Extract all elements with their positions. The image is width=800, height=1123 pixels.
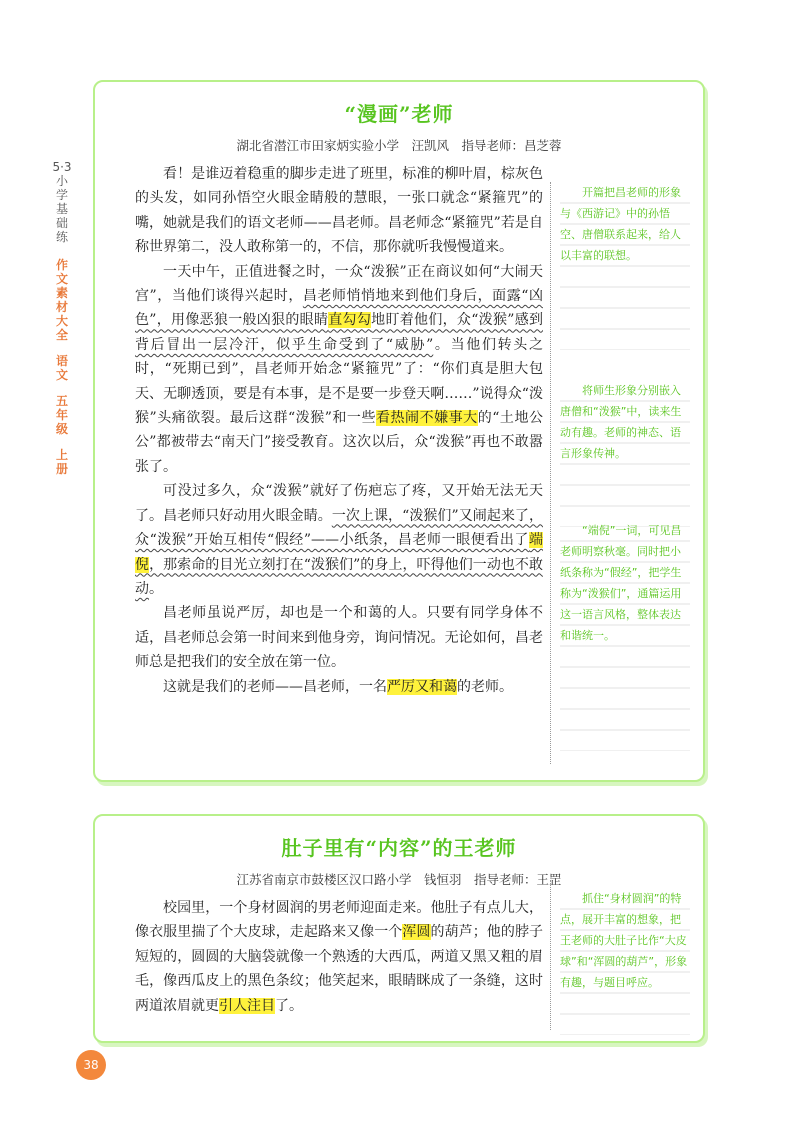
note-text: “端倪”一词，可见昌老师明察秋毫。同时把小纸条称为“假经”，把学生称为“泼猴们”，通篇运用这一语言风格，整体表达和谐统一。 bbox=[560, 524, 682, 642]
note-text: 开篇把昌老师的形象与《西游记》中的孙悟空、唐僧联系起来，给人以丰富的联想。 bbox=[560, 186, 681, 262]
article-byline: 湖北省潜江市田家炳实验小学 汪凯风 指导老师：昌芝蓉 bbox=[236, 138, 562, 153]
paragraph bbox=[135, 675, 543, 699]
note-text: 将师生形象分别嵌入唐僧和“泼猴”中，读来生动有趣。老师的神态、语言形象传神。 bbox=[560, 384, 682, 460]
text-run: ，那索命的目光立刻打在“泼猴们”的身上，吓得他们一动也不敢动 bbox=[135, 556, 543, 597]
paragraph bbox=[135, 260, 543, 480]
article-byline: 江苏省南京市鼓楼区汉口路小学 钱恒羽 指导老师：王罡 bbox=[236, 872, 562, 887]
article-body bbox=[135, 162, 543, 699]
text-run: 昌老师悄悄地来到他们身后，面露“凶色”，用像恶狼一般凶狠的眼睛 bbox=[135, 288, 543, 329]
text-run: 校园里，一个身材圆润的男老师迎面走来。他肚子有点儿大，像衣服里揣了个大皮球，走起路来又像一个 bbox=[135, 900, 543, 941]
margin-divider bbox=[550, 880, 551, 1030]
series-side-label bbox=[52, 160, 72, 488]
highlighted-phrase: 端倪 bbox=[135, 532, 543, 573]
highlighted-phrase: 直勾勾 bbox=[328, 312, 372, 329]
margin-note bbox=[560, 520, 690, 646]
highlighted-phrase: 看热闹不嫌事大 bbox=[376, 410, 478, 427]
article-card-2 bbox=[93, 814, 705, 1043]
margin-divider bbox=[550, 182, 551, 764]
margin-note bbox=[560, 182, 690, 266]
text-run: 一天中午，正值进餐之时，一众“泼猴”正在商议如何“大闹天宫”，当他们谈得兴起时， bbox=[135, 263, 543, 305]
text-run: 一次上课，“泼猴们”又闹起来了，众“泼猴”开始互相传“假经”——小纸条，昌老师一眼便看出了 bbox=[135, 507, 543, 549]
brand-label: 5·3小学基础练 bbox=[52, 160, 72, 244]
text-run: 的葫芦；他的脖子短短的，圆圆的大脑袋就像一个熟透的大西瓜，两道又黑又粗的眉毛，像西瓜皮上的黑色条纹；他笑起来，眼睛眯成了一条缝，这时两道浓眉就更 bbox=[135, 924, 544, 1014]
article-body bbox=[135, 896, 543, 1018]
text-run: 。 bbox=[149, 580, 163, 597]
text-run: 的老师。 bbox=[457, 678, 513, 695]
paragraph bbox=[135, 479, 543, 601]
text-run: 可没过多久，众“泼猴”就好了伤疤忘了疼，又开始无法无天了。昌老师只好动用火眼金睛。 bbox=[135, 483, 543, 524]
volume-label: 上册 bbox=[55, 448, 68, 476]
highlighted-phrase: 浑圆 bbox=[402, 924, 431, 941]
highlighted-phrase: 严厉又和蔼 bbox=[387, 678, 457, 695]
article-card-1 bbox=[93, 80, 705, 782]
note-text: 抓住“身材圆润”的特点，展开丰富的想象，把王老师的大肚子比作“大皮球”和“浑圆的葫芦”，形象有趣，与题目呼应。 bbox=[560, 892, 688, 989]
page-number: 38 bbox=[76, 1050, 106, 1080]
text-run: 地盯着他们，众“泼猴”感到背后冒出一层冷汗，似乎生命受到了“威胁” bbox=[135, 312, 543, 353]
paragraph bbox=[135, 896, 543, 1018]
text-run: 。当他们转头之时，“死期已到”，昌老师开始念“紧箍咒”了：“你们真是胆大包天、无聊透顶，要是有本事，是不是要一步登天啊……”说得众“泼猴”头痛欲裂。最后这群“泼猴”和一些 bbox=[135, 336, 543, 427]
margin-note bbox=[560, 380, 690, 464]
text-run: 的“土地公公”都被带去“南天门”接受教育。这次以后，众“泼猴”再也不敢嚣张了。 bbox=[135, 410, 543, 475]
series-name: 作文素材大全 bbox=[55, 258, 68, 342]
grade-label: 五年级 bbox=[55, 394, 68, 436]
margin-note bbox=[560, 888, 690, 993]
text-run: 了。 bbox=[275, 997, 303, 1014]
article-title: “漫画”老师 bbox=[344, 102, 454, 126]
highlighted-phrase: 引人注目 bbox=[219, 997, 275, 1014]
paragraph: 看！是谁迈着稳重的脚步走进了班里，标准的柳叶眉，棕灰色的头发，如同孙悟空火眼金睛般的慧眼，一张口就念“紧箍咒”的嘴，她就是我们的语文老师——昌老师。昌老师念“紧箍咒”若是自称世界第二，没人敢称第一的，不信，那你就听我慢慢道来。 bbox=[135, 166, 543, 256]
paragraph: 昌老师虽说严厉，却也是一个和蔼的人。只要有同学身体不适，昌老师总会第一时间来到他身旁，询问情况。无论如何，昌老师总是把我们的安全放在第一位。 bbox=[135, 605, 543, 671]
article-title: 肚子里有“内容”的王老师 bbox=[281, 836, 517, 860]
text-run: 这就是我们的老师——昌老师，一名 bbox=[163, 678, 387, 695]
subject-label: 语文 bbox=[55, 354, 68, 382]
